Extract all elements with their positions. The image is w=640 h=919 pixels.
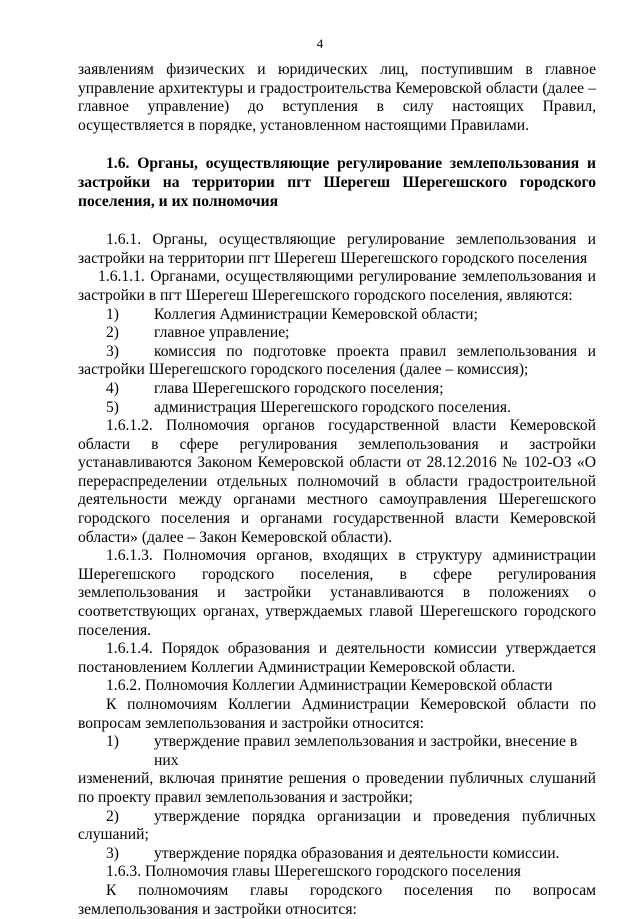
list-number: 1) (106, 305, 119, 323)
list-item (78, 324, 596, 343)
paragraph-1-6-2-intro: К полномочиям Коллегии Администрации Кемеровской области по вопросам землепользования и застройки относится: (78, 696, 596, 732)
paragraph-intro: заявлениям физических и юридических лиц, поступившим в главное управление архитектуры и градостроительства Кемеровской области (далее – главное управление) до вступления в силу настоящих Правил, осуществляется в порядке, установленном настоящими Правилами. (78, 61, 596, 134)
paragraph-1-6-1: 1.6.1. Органы, осуществляющие регулирование землепользования и застройки на территории пгт Шерегеш Шерегешского городского поселения (78, 231, 596, 267)
paragraph-1-6-3: 1.6.3. Полномочия главы Шерегешского городского поселения (106, 863, 521, 881)
list-text: администрация Шерегешского городского поселения. (154, 398, 511, 416)
list-text-continuation: слушаний; (78, 826, 149, 844)
list-item (78, 808, 596, 845)
list-text: глава Шерегешского городского поселения; (154, 379, 444, 397)
list-number: 2) (106, 324, 119, 342)
page-number: 4 (316, 36, 324, 51)
list-number: 4) (106, 379, 119, 397)
list-number: 3) (106, 342, 119, 360)
list-text: главное управление; (154, 324, 290, 342)
list-number: 2) (106, 807, 119, 825)
list-text: утверждение правил землепользования и застройки, внесение в них (154, 733, 578, 769)
organs-list (78, 306, 596, 418)
paragraph-1-6-1-2: 1.6.1.2. Полномочия органов государственной власти Кемеровской области в сфере регулирования землепользования и застройки устанавливаются Законом Кемеровской области от 28.12.2016 № 102-ОЗ «О перераспределении отдельных полномочий в области градостроительной деятельности между органами местного самоуправления Шерегешского городского поселения и органами государственной власти Кемеровской области» (далее – Закон Кемеровской области). (78, 417, 596, 546)
paragraph-1-6-2: 1.6.2. Полномочия Коллегии Администрации Кемеровской области (106, 677, 553, 695)
list-number: 1) (106, 733, 119, 751)
list-item (78, 733, 596, 807)
list-item (78, 306, 596, 325)
spacer (78, 211, 596, 231)
paragraph-1-6-3-intro: К полномочиям главы городского поселения по вопросам землепользования и застройки относится: (78, 881, 596, 918)
document-body (78, 61, 596, 919)
list-number: 5) (106, 398, 119, 416)
list-number: 3) (106, 844, 119, 862)
list-item (78, 399, 596, 418)
paragraph-1-6-1-1: 1.6.1.1. Органами, осуществляющими регулирование землепользования и застройки в пгт Шерегеш Шерегешского городского поселения, являются: (78, 268, 596, 304)
list-text-continuation: изменений, включая принятие решения о проведении публичных слушаний по проекту правил землепользования и застройки; (78, 770, 596, 806)
list-item (78, 845, 596, 864)
paragraph-1-6-1-3: 1.6.1.3. Полномочия органов, входящих в структуру администрации Шерегешского городского поселения, в сфере регулирования землепользования и застройки устанавливаются в положениях о соответствующих органах, утверждаемых главой Шерегешского городского поселения. (78, 547, 596, 639)
list-text: утверждение порядка организации и проведения публичных (154, 807, 596, 825)
list-text-continuation: застройки Шерегешского городского поселения (далее – комиссия); (78, 361, 529, 379)
list-item (78, 343, 596, 380)
list-text: Коллегия Администрации Кемеровской области; (154, 305, 478, 323)
collegium-powers-list (78, 733, 596, 863)
section-heading-1-6: 1.6. Органы, осуществляющие регулирование землепользования и застройки на территории пгт Шерегеш Шерегешского городского поселения, и их полномочия (78, 155, 596, 210)
paragraph-1-6-1-4: 1.6.1.4. Порядок образования и деятельности комиссии утверждается постановлением Коллегии Администрации Кемеровской области. (78, 640, 596, 676)
list-text: комиссия по подготовке проекта правил землепользования и (154, 342, 596, 360)
list-text: утверждение порядка образования и деятельности комиссии. (154, 844, 560, 862)
list-item (78, 380, 596, 399)
